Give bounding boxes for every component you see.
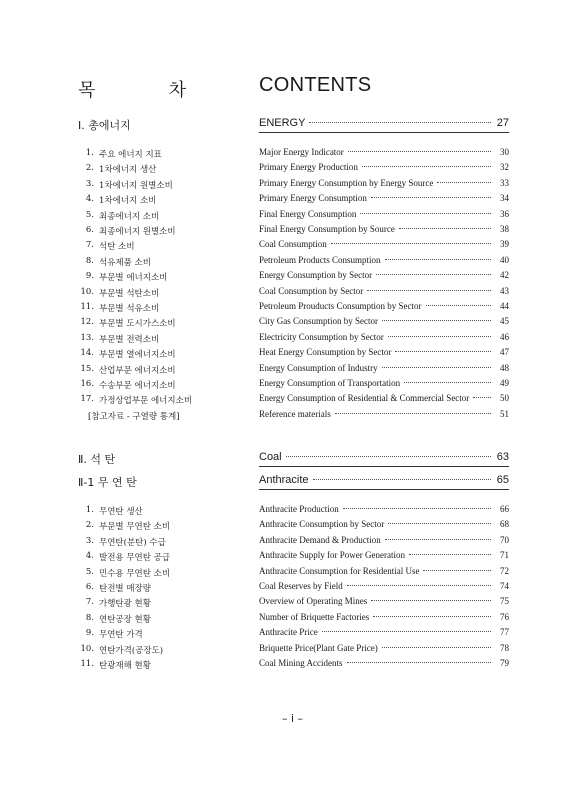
dot-leader [343,508,491,509]
dot-leader [385,259,492,260]
toc-entry[interactable] [0,239,585,254]
entry-title-ko: 최종에너지 소비 [99,211,160,222]
dot-leader [373,616,491,617]
dot-leader [309,122,490,123]
section-anthracite-page: 65 [496,474,509,486]
entry-number: 11. [80,302,94,312]
entry-number: 3. [85,178,94,189]
entry-en-line [259,147,509,157]
entry-page: 72 [500,565,509,576]
toc-entry[interactable] [0,643,585,658]
dot-leader [473,397,491,398]
entry-title-ko: 민수용 무연탄 소비 [99,568,171,579]
entry-page: 46 [500,331,509,342]
entry-number: 4. [85,551,94,562]
entry-page: 34 [500,193,509,204]
section-energy-en: ENERGY [259,117,306,129]
entry-en-line [259,658,509,668]
entry-title-ko: 석탄 소비 [99,242,135,253]
entry-title-en: Anthracite Supply for Power Generation [259,550,405,561]
entry-title-ko: 부문별 열에너지소비 [99,350,176,361]
entry-number: 10. [80,286,94,297]
entry-page: 49 [500,378,509,388]
entry-en-line [259,627,509,637]
toc-entry[interactable] [0,612,585,627]
section-anthracite-en-line [259,474,509,486]
entry-page: 40 [500,254,509,265]
entry-page: 71 [500,550,509,561]
entry-number: 4. [85,194,94,205]
entry-page: 36 [500,208,509,219]
entry-en-line [259,286,509,296]
dot-leader [382,367,491,368]
toc-entry[interactable] [0,193,585,208]
dot-leader [331,243,491,244]
toc-entry[interactable] [0,363,585,378]
entry-number: 2. [85,520,94,531]
entry-title-ko: 주요 에너지 지표 [99,150,162,160]
entry-title-ko: 부문별 에너지소비 [99,273,168,284]
toc-entry[interactable] [0,378,585,393]
dot-leader [313,479,491,480]
entry-en-line [259,255,509,265]
section-coal-en: Coal [259,451,282,463]
entry-page: 48 [500,362,509,373]
section-divider [259,466,509,467]
entry-page: 32 [500,162,509,173]
page-number: – i – [281,712,304,725]
entry-page: 30 [500,147,509,157]
entry-title-ko: 연탄가격(공장도) [99,645,164,656]
entry-title-en: Energy Consumption of Transportation [259,378,401,388]
entry-page: 70 [500,534,509,545]
dot-leader [360,213,491,214]
title-english: CONTENTS [259,74,372,96]
dot-leader [335,413,491,414]
entry-title-ko: 무연탄 가격 [99,630,143,641]
entry-number: 9. [85,628,94,639]
entry-title-en: Coal Mining Accidents [259,658,343,668]
dot-leader [399,228,491,229]
dot-leader [362,166,491,167]
entry-title-en: Final Energy Consumption [259,208,357,219]
dot-leader [322,631,491,632]
toc-entry[interactable] [0,566,585,581]
entry-en-line [259,332,509,342]
entry-en-line [259,239,509,249]
entry-page: 66 [500,504,509,514]
entry-title-ko: 탄광재해 현황 [99,661,151,671]
entry-title-ko: 부문별 석유소비 [99,304,160,314]
toc-entry[interactable] [0,178,585,193]
toc-entry[interactable] [0,409,585,424]
entry-number: 8. [85,612,94,623]
entry-en-line [259,535,509,545]
entry-page: 78 [500,642,509,653]
entry-page: 43 [500,285,509,296]
toc-entry[interactable] [0,270,585,285]
section-energy[interactable] [0,117,585,135]
section-coal-ko: Ⅱ. 석 탄 [78,453,116,466]
dot-leader [404,382,491,383]
dot-leader [388,336,491,337]
dot-leader [423,570,491,571]
entry-page: 79 [500,658,509,668]
toc-entry[interactable] [0,581,585,596]
entry-title-ko: 부문별 전력소비 [99,334,160,345]
section-divider [259,132,509,133]
toc-entry[interactable] [0,162,585,177]
entry-en-line [259,409,509,419]
entry-en-line [259,566,509,576]
entry-page: 44 [500,301,509,311]
section-anthracite-ko: Ⅱ-1 무 연 탄 [78,476,137,489]
entry-page: 42 [500,270,509,281]
entry-number: 9. [85,271,94,282]
entry-title-ko: 가행탄광 현황 [99,599,151,610]
entry-number: 2. [85,163,94,174]
entry-title-ko: 발전용 무연탄 공급 [99,553,171,564]
entry-title-en: Reference materials [259,408,331,419]
entry-title-en: Major Energy Indicator [259,147,344,157]
entry-title-ko: 1차에너지 원별소비 [99,180,173,191]
entry-page: 77 [500,627,509,638]
entry-title-ko: 부문별 석탄소비 [99,288,160,299]
entry-en-line [259,393,509,403]
entry-en-line [259,378,509,388]
entry-page: 45 [500,316,509,327]
toc-entry[interactable] [0,332,585,347]
entry-en-line [259,224,509,234]
section-energy-en-line [259,117,509,129]
toc-entry[interactable] [0,301,585,316]
entry-title-ko: 가정상업부문 에너지소비 [99,396,193,407]
entry-page: 51 [500,408,509,419]
entry-en-line [259,550,509,560]
toc-entry[interactable] [0,550,585,565]
entry-title-ko: 석유제품 소비 [99,257,151,268]
entry-en-line [259,504,509,514]
section-coal-en-line [259,451,509,463]
entry-title-ko: 부문별 도시가스소비 [99,319,176,330]
entry-title-en: Briquette Price(Plant Gate Price) [259,642,378,653]
entry-title-en: Primary Energy Consumption by Energy Source [259,177,434,188]
dot-leader [409,554,491,555]
entry-title-en: Petroleum Products Consumption [259,254,381,265]
entry-title-en: Primary Energy Production [259,162,358,173]
entry-en-line [259,209,509,219]
entry-title-ko: 연탄공장 현황 [99,614,151,625]
entry-en-line [259,519,509,529]
dot-leader [348,151,491,152]
entry-en-line [259,193,509,203]
entry-number: 8. [85,255,94,266]
entry-en-line [259,316,509,326]
entry-number: 15. [80,363,94,374]
toc-entry[interactable] [0,255,585,270]
dot-leader [347,585,491,586]
toc-entry[interactable] [0,535,585,550]
entry-number: 10. [80,643,94,654]
entry-page: 76 [500,611,509,622]
title-korean [78,76,188,102]
entry-title-en: Anthracite Production [259,504,339,514]
entry-title-en: Final Energy Consumption by Source [259,224,395,234]
entry-title-ko: 수송부문 에너지소비 [99,381,176,391]
toc-entry[interactable] [0,596,585,611]
section-energy-ko: Ⅰ. 총에너지 [78,119,131,132]
entry-page: 38 [500,224,509,234]
entry-en-line [259,643,509,653]
toc-entry[interactable] [0,286,585,301]
entry-en-line [259,581,509,591]
entry-en-line [259,612,509,622]
toc-entry[interactable] [0,393,585,408]
entry-title-en: Overview of Operating Mines [259,596,368,607]
entry-number: 17. [80,394,94,405]
entry-page: 50 [500,393,509,404]
entry-title-ko: 탄전별 매장량 [99,584,151,594]
entry-title-en: Coal Consumption [259,239,327,250]
entry-number: 5. [85,209,94,220]
toc-entry[interactable] [0,209,585,224]
section-anthracite-en: Anthracite [259,474,309,486]
entry-number: 1. [85,505,94,515]
entry-title-en: Anthracite Consumption by Sector [259,519,385,530]
dot-leader [382,320,491,321]
entry-title-en: Anthracite Demand & Production [259,534,381,545]
entry-title-en: Anthracite Price [259,627,318,638]
entry-title-en: Petroleum Prouducts Consumption by Sector [259,301,422,311]
entry-en-line [259,301,509,311]
entry-en-line [259,162,509,172]
entry-title-en: Electricity Consumption by Sector [259,331,384,342]
toc-entry[interactable] [0,224,585,239]
dot-leader [367,290,491,291]
dot-leader [376,274,491,275]
entry-number: 1. [85,148,94,158]
entry-number: 3. [85,535,94,546]
entry-page: 39 [500,239,509,250]
dot-leader [437,182,491,183]
toc-entry[interactable] [0,147,585,162]
entry-number: 6. [85,225,94,235]
entry-number: 13. [80,332,94,343]
dot-leader [395,351,491,352]
entry-title-en: Energy Consumption of Residential & Commercial Sector [259,393,470,404]
entry-en-line [259,178,509,188]
entry-page: 47 [500,347,509,358]
entry-page: 74 [500,581,509,591]
dot-leader [286,456,491,457]
entry-title-en: Energy Consumption of Industry [259,362,378,373]
entry-title-en: Number of Briquette Factories [259,611,370,622]
entry-en-line [259,363,509,373]
toc-entry[interactable] [0,347,585,362]
dot-leader [388,523,491,524]
toc-entry[interactable] [0,658,585,673]
entry-title-en: Coal Consumption by Sector [259,285,364,296]
section-divider [259,489,509,490]
entry-page: 75 [500,596,509,607]
entry-number: 7. [85,597,94,608]
dot-leader [347,662,492,663]
entry-title-ko: 무연탄(분탄) 수급 [99,537,166,548]
entry-title-ko: 1차에너지 생산 [99,165,157,176]
entry-page: 33 [500,177,509,188]
dot-leader [426,305,492,306]
entry-number: 11. [80,659,94,669]
dot-leader [371,197,491,198]
section-energy-page: 27 [496,117,509,129]
entry-title-en: Coal Reserves by Field [259,581,343,591]
title-korean-part-1: 목 [78,80,98,101]
toc-entry[interactable] [0,519,585,534]
entry-number: 6. [85,582,94,592]
entry-en-line [259,347,509,357]
entry-title-en: Primary Energy Consumption [259,193,367,204]
entry-number: 12. [80,317,94,328]
toc-entry[interactable] [0,316,585,331]
title-korean-part-2: 차 [168,80,188,101]
toc-entry[interactable] [0,627,585,642]
toc-entry[interactable] [0,504,585,519]
entry-number: 16. [80,379,94,389]
entry-title-en: Anthracite Consumption for Residential Use [259,565,420,576]
entry-title-ko: 산업부문 에너지소비 [99,365,176,376]
entry-title-ko: 최종에너지 원별소비 [99,227,176,237]
entry-title-en: Energy Consumption by Sector [259,270,373,281]
entry-title-ko: 부문별 무연탄 소비 [99,522,171,533]
dot-leader [371,600,491,601]
entry-en-line [259,596,509,606]
section-anthracite[interactable] [0,474,585,492]
section-coal[interactable] [0,451,585,469]
entry-title-ko: 1차에너지 소비 [99,196,157,207]
dot-leader [382,647,491,648]
section-coal-page: 63 [496,451,509,463]
entry-en-line [259,270,509,280]
entry-title-ko: 무연탄 생산 [99,507,143,517]
entry-number: 14. [80,348,94,359]
entry-number: 7. [85,240,94,251]
entry-number: 5. [85,566,94,577]
dot-leader [385,539,491,540]
entry-title-en: Heat Energy Consumption by Sector [259,347,392,358]
entry-title-ko: [참고자료 - 구열량 통계] [88,411,180,422]
entry-page: 68 [500,519,509,530]
entry-title-en: City Gas Consumption by Sector [259,316,378,327]
